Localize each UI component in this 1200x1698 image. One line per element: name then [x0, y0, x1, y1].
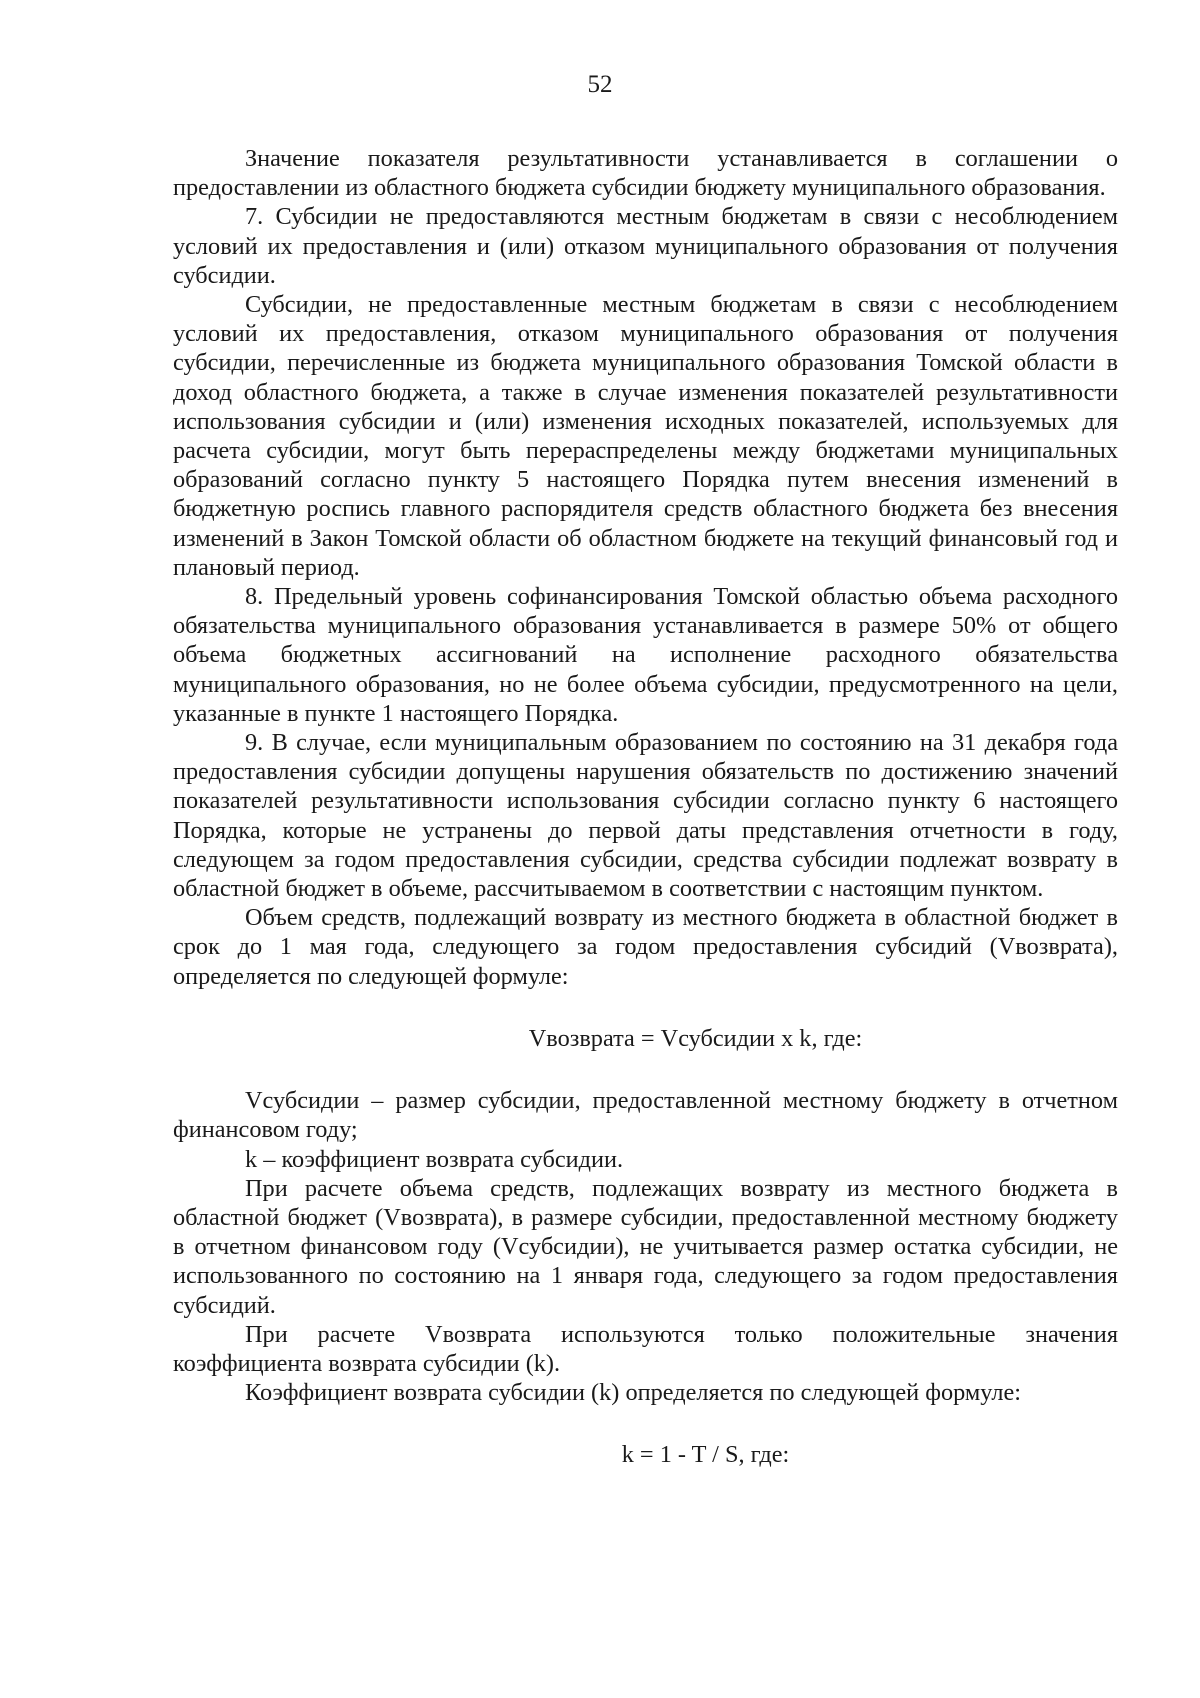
- document-body: [173, 144, 1118, 1470]
- paragraph-item-7: 7. Субсидии не предоставляются местным бюджетам в связи с несоблюдением условий их предоставления и (или) отказом муниципального образования от получения субсидии.: [173, 203, 1118, 289]
- paragraph-item-9: 9. В случае, если муниципальным образованием по состоянию на 31 декабря года предоставления субсидии допущены нарушения обязательств по достижению значений показателей результативности использования субсидии согласно пункту 6 настоящего Порядка, которые не устранены до первой даты представления отчетности в году, следующем за годом предоставления субсидии, средства субсидии подлежат возврату в областной бюджет в объеме, рассчитываемом в соответствии с настоящим пунктом.: [173, 729, 1118, 903]
- formula-k: k = 1 - T / S, где:: [621, 1441, 790, 1469]
- paragraph-item-8: 8. Предельный уровень софинансирования Томской областью объема расходного обязательства муниципального образования устанавливается в размере 50% от общего объема бюджетных ассигнований на исполнение расходного обязательства муниципального образования, но не более объема субсидии, предусмотренного на цели, указанные в пункте 1 настоящего Порядка.: [173, 583, 1118, 727]
- paragraph-k-def: k – коэффициент возврата субсидии.: [245, 1145, 624, 1173]
- paragraph-calc-note: При расчете объема средств, подлежащих возврату из местного бюджета в областной бюджет (Vвозврата), в размере субсидии, предоставленной местному бюджету в отчетном финансовом году (Vсубсидии), не учитывается размер остатка субсидии, не использованного по состоянию на 1 января года, следующего за годом предоставления субсидий.: [173, 1174, 1118, 1319]
- formula-return-volume: Vвозврата = Vсубсидии x k, где:: [528, 1024, 863, 1052]
- paragraph-indicator-value: Значение показателя результативности устанавливается в соглашении о предоставлении из областного бюджета субсидии бюджету муниципального образования.: [173, 145, 1118, 202]
- paragraph-redistribution: Субсидии, не предоставленные местным бюджетам в связи с несоблюдением условий их предоставления, отказом муниципального образования от получения субсидии, перечисленные из бюджета муниципального образования Томской области в доход областного бюджета, а также в случае изменения показателей результативности использования субсидии и (или) изменения исходных показателей, используемых для расчета субсидии, могут быть перераспределены между бюджетами муниципальных образований согласно пункту 5 настоящего Порядка путем внесения изменений в бюджетную роспись главного распорядителя средств областного бюджета без внесения изменений в Закон Томской области об областном бюджете на текущий финансовый год и плановый период.: [173, 291, 1118, 581]
- page-number: 52: [587, 71, 613, 98]
- paragraph-v-subsidy-def: Vсубсидии – размер субсидии, предоставленной местному бюджету в отчетном финансовом году;: [173, 1087, 1118, 1144]
- paragraph-return-volume: Объем средств, подлежащий возврату из местного бюджета в областной бюджет в срок до 1 мая года, следующего за годом предоставления субсидий (Vвозврата), определяется по следующей формуле:: [173, 904, 1118, 990]
- paragraph-positive-values: При расчете Vвозврата используются только положительные значения коэффициента возврата субсидии (k).: [173, 1320, 1118, 1377]
- paragraph-k-formula-intro: Коэффициент возврата субсидии (k) определяется по следующей формуле:: [245, 1379, 1022, 1407]
